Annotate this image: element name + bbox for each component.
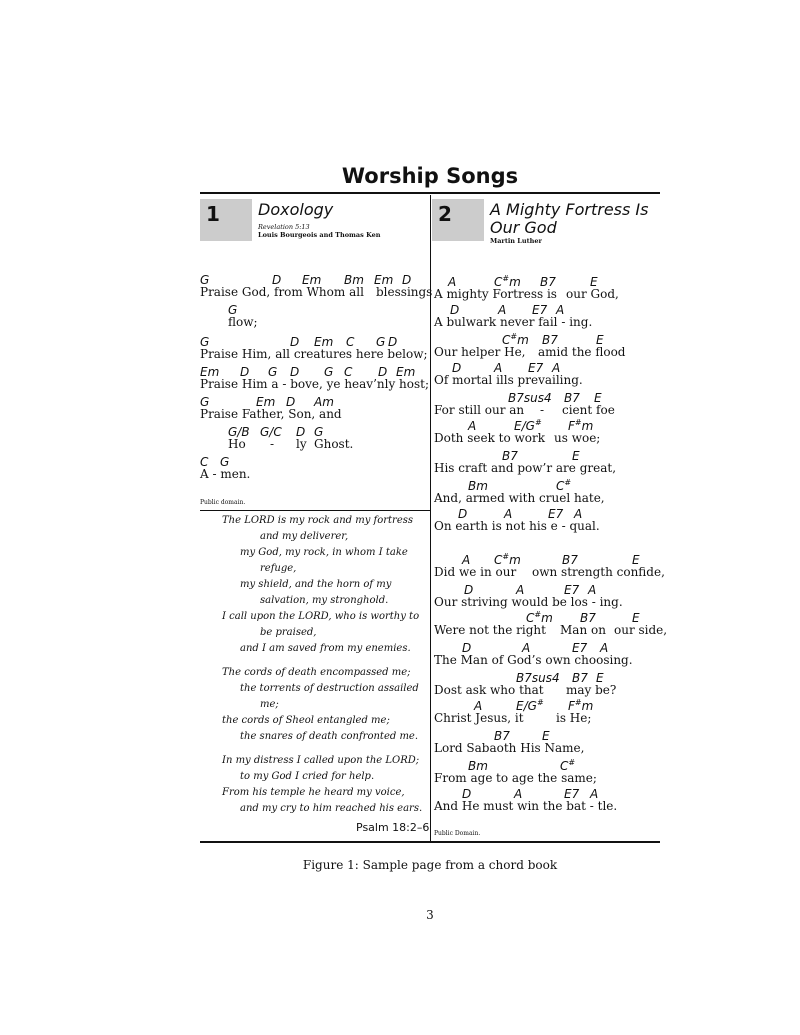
psalm-line: me;: [260, 699, 279, 710]
song-title: Doxology: [258, 200, 334, 219]
song-authors: Louis Bourgeois and Thomas Ken: [258, 231, 381, 239]
psalm-line: I call upon the LORD, who is worthy to: [222, 611, 420, 622]
song-number-box: [432, 199, 484, 241]
psalm-line: and I am saved from my enemies.: [240, 643, 411, 654]
figure-caption: Figure 1: Sample page from a chord book: [302, 858, 558, 872]
song-footer: Public domain.: [200, 499, 246, 506]
song-1: 1 Doxology Revelation 5:13 Louis Bourgeois and Thomas Ken G D Em Bm Em D Praise God, from Whom all blessings G flow; G D Em C G D Praise Him, all creatures here below; Em D G D G C D Em Praise Him a - bove, ye heav’nly host; G Em D Am Praise Father, Son, and G/B G/C D G Ho - ly Ghost. C G A - men. Public domain.: [200, 195, 428, 247]
song-author: Martin Luther: [490, 237, 542, 245]
top-rule: [200, 192, 660, 194]
song-number: 1: [206, 202, 220, 226]
psalm-line: my shield, and the horn of my: [240, 579, 392, 590]
song-number: 2: [438, 202, 452, 226]
psalm-line: and my deliverer,: [260, 531, 349, 542]
psalm-line: the cords of Sheol entangled me;: [222, 715, 390, 726]
psalm-line: the torrents of destruction assailed: [240, 683, 419, 694]
psalm-line: From his temple he heard my voice,: [222, 787, 405, 798]
psalm-line: The cords of death encompassed me;: [222, 667, 411, 678]
psalm-line: the snares of death confronted me.: [240, 731, 419, 742]
section-rule: [200, 510, 430, 511]
psalm-line: salvation, my stronghold.: [260, 595, 389, 606]
psalm-line: The LORD is my rock and my fortress: [222, 515, 414, 526]
song-reference: Revelation 5:13: [258, 223, 310, 231]
page-title: Worship Songs: [341, 164, 519, 188]
psalm-reference: Psalm 18:2–6: [356, 821, 430, 834]
song-2: 2 A Mighty Fortress Is Our God Martin Luther A C#m B7 E A mighty Fortress is our God, D A E7 A A bulwark never fail - ing. C#m B7 E Our helper He, amid the flood D A E7 A Of mortal ills prevailing. B7sus4 B7 E For still our an - cient foe A E/G# F#m Doth seek to work us woe; B7 E His craft and pow’r are great, Bm C# And, armed with cruel hate, D A E7 A On earth is not his e - qual. A C#m B7 E Did we in our own strength confide, D A E7 A Our striving would be los - ing. C#m B7 E Were not the right Man on our side, D A E7 A The Man of God’s own choosing. B7sus4 B7 E Dost ask who that may be? A E/G# F#m Christ Jesus, it is He; B7 E Lord Sabaoth His Name, Bm C# From age to age the same; D A E7 A And He must win the bat - tle. Public Domain.: [432, 195, 660, 247]
song-2-header: [432, 195, 660, 247]
psalm-line: refuge,: [260, 563, 297, 574]
bottom-rule: [200, 841, 660, 843]
song-footer: Public Domain.: [434, 830, 481, 837]
psalm-line: be praised,: [260, 627, 317, 638]
page-number: 3: [426, 908, 434, 922]
song-number-box: [200, 199, 252, 241]
psalm-line: In my distress I called upon the LORD;: [222, 755, 420, 766]
song-title: A Mighty Fortress Is Our God: [490, 200, 649, 237]
psalm-line: to my God I cried for help.: [240, 771, 375, 782]
song-1-header: [200, 195, 428, 247]
psalm-line: my God, my rock, in whom I take: [240, 547, 408, 558]
psalm-line: and my cry to him reached his ears.: [240, 803, 423, 814]
